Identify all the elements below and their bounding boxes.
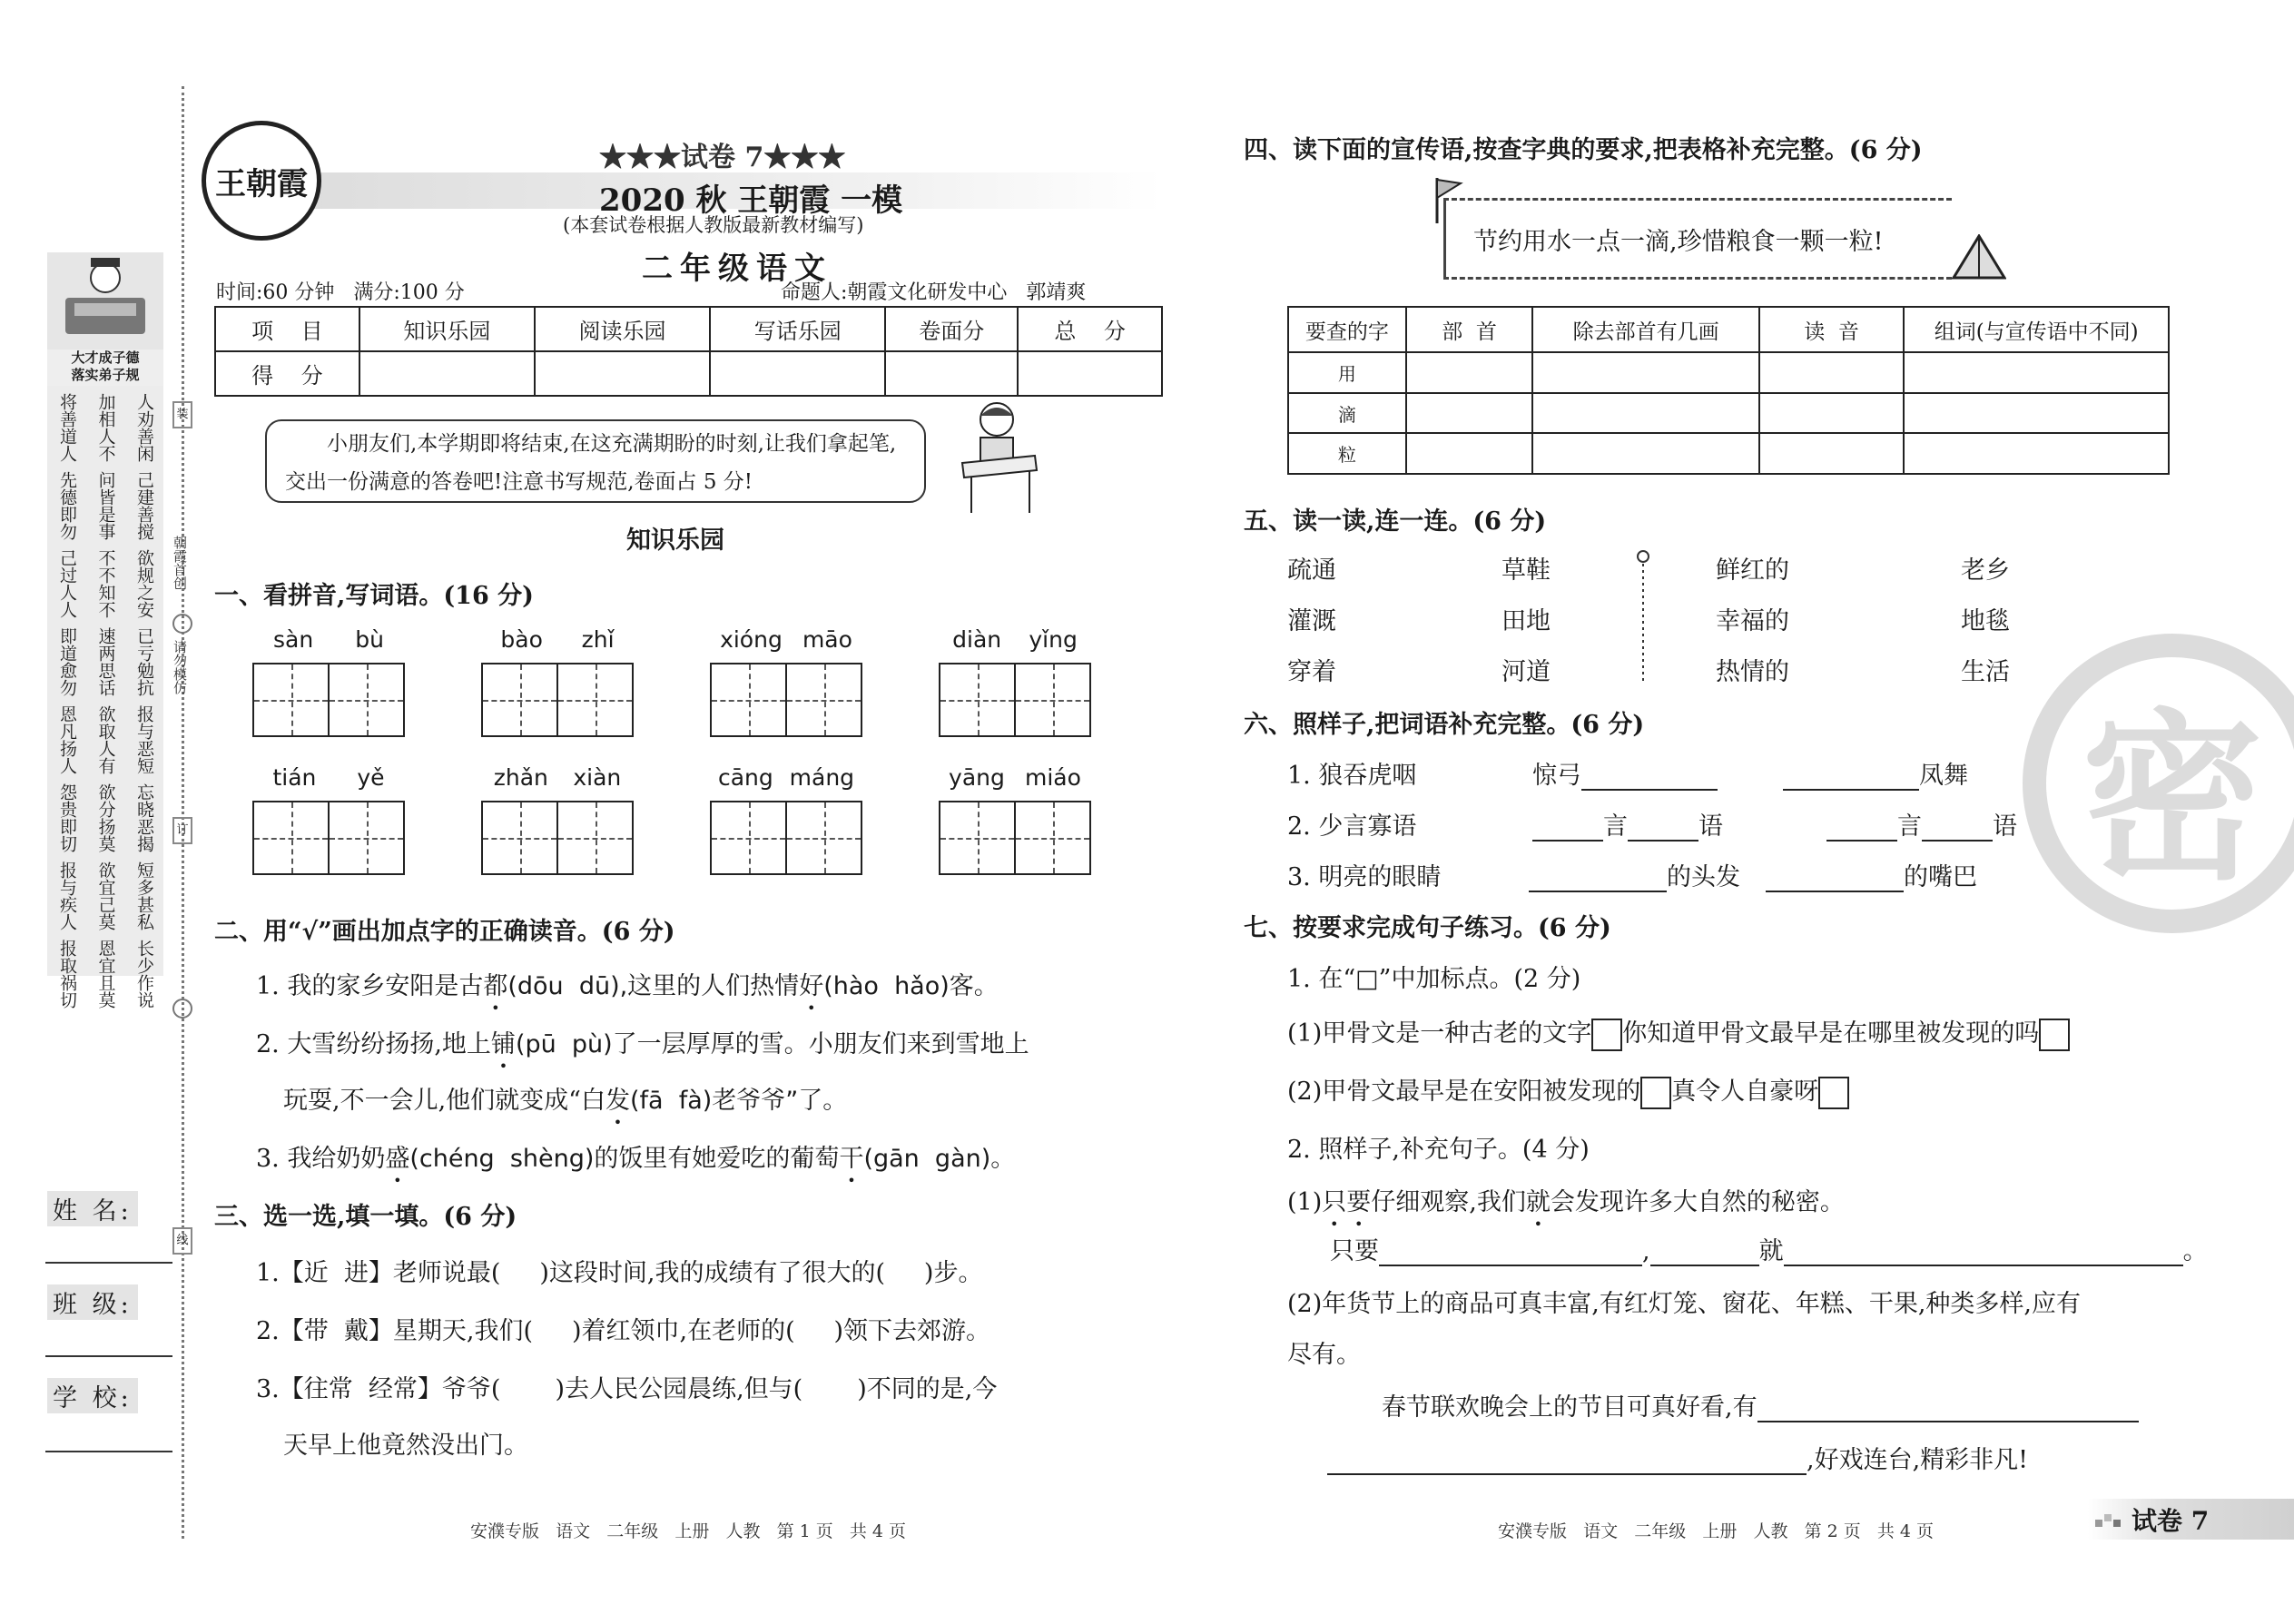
- tianzige-cell[interactable]: [1016, 664, 1089, 735]
- footer-squares-icon: [2095, 1511, 2122, 1529]
- q7-sub-1: 1. 在“□”中加标点。(2 分): [1287, 965, 1581, 993]
- match-word[interactable]: 鲜红的: [1716, 556, 1789, 585]
- q7-example-1: (1)只要仔细观察,我们就会发现许多大自然的秘密。: [1287, 1188, 1845, 1216]
- fill-blank[interactable]: [1628, 814, 1698, 842]
- vertical-note-1: 朝霞首创: [172, 536, 188, 590]
- q6-row-3: 3. 明亮的眼睛 的头发 的嘴巴: [1287, 863, 1977, 891]
- fill-blank[interactable]: [1379, 1239, 1642, 1266]
- dotted-char: 都: [483, 972, 508, 1000]
- school-input-line[interactable]: [45, 1451, 172, 1452]
- motto-heading: 大才成子德 落实弟子规: [47, 349, 163, 386]
- tianzige-cell[interactable]: [940, 664, 1016, 735]
- dotted-char: 只: [1322, 1188, 1347, 1216]
- motto-panel: [47, 386, 163, 1009]
- fill-blank[interactable]: [1783, 763, 1919, 791]
- tianzige-cell[interactable]: [558, 664, 632, 735]
- dict-header-cell: 部 首: [1406, 307, 1533, 352]
- dict-char-cell: 粒: [1288, 433, 1406, 474]
- score-cell[interactable]: [535, 351, 710, 396]
- motto-group: [56, 861, 154, 930]
- q2-item-1: 1. 我的家乡安阳是古都(dōu dū),这里的人们热情好(hào hǎo)客。: [256, 972, 999, 1000]
- exam-number: ★★★试卷 7★★★: [599, 142, 846, 173]
- motto-group: [56, 471, 154, 540]
- motto-line: 加相人不: [95, 393, 116, 462]
- score-header-cell: 项 目: [215, 307, 359, 351]
- q7-title: 七、按要求完成句子练习。(6 分): [1244, 914, 1611, 942]
- match-word[interactable]: 热情的: [1716, 658, 1789, 686]
- pinyin-syllable: māo: [802, 626, 852, 653]
- q3-title: 三、选一选,填一填。(6 分): [214, 1203, 517, 1231]
- vertical-note-2: 请勿模仿: [172, 640, 188, 694]
- binding-box-ding: 订: [172, 817, 192, 844]
- tianzige-cell[interactable]: [712, 664, 787, 735]
- score-header-cell: 写话乐园: [710, 307, 885, 351]
- q7-fill-2: 春节联欢晚会上的节目可真好看,有: [1382, 1387, 2139, 1422]
- match-word[interactable]: 幸福的: [1716, 607, 1789, 635]
- page-title: 2020 秋 王朝霞 一模: [599, 182, 903, 219]
- dict-char-cell: 用: [1288, 352, 1406, 393]
- score-row-label: 得 分: [215, 351, 359, 396]
- motto-line: 先德即勿: [57, 471, 77, 540]
- class-input-line[interactable]: [45, 1355, 172, 1357]
- motto-line: 长少作说: [134, 940, 154, 1009]
- tianzige-cell[interactable]: [787, 664, 861, 735]
- motto-line: 报与恶短: [134, 705, 154, 774]
- dict-answer-cell[interactable]: [1532, 352, 1759, 393]
- motto-group: [56, 393, 154, 462]
- punctuation-box[interactable]: [2039, 1019, 2070, 1051]
- binding-hole-icon: [172, 614, 192, 634]
- dict-answer-cell[interactable]: [1759, 433, 1904, 474]
- class-label: 班 级:: [47, 1284, 138, 1320]
- fill-blank[interactable]: [1327, 1448, 1807, 1475]
- dict-answer-cell[interactable]: [1532, 393, 1759, 434]
- pinyin-syllable: xióng: [720, 626, 783, 653]
- slogan-text: 节约用水一点一滴,珍惜粮食一颗一粒!: [1473, 227, 1884, 256]
- score-header-cell: 阅读乐园: [535, 307, 710, 351]
- q3-item-3-cont: 天早上他竟然没出门。: [283, 1432, 528, 1460]
- notice-box: 小朋友们,本学期即将结束,在这充满期盼的时刻,让我们拿起笔,交出一份满意的答卷吧!注意书写规范,卷面占 5 分!: [265, 419, 926, 503]
- page-subtitle: (本套试卷根据人教版最新教材编写): [563, 214, 864, 236]
- motto-line: 恩凡扬人: [57, 705, 77, 774]
- score-header-cell: 知识乐园: [359, 307, 535, 351]
- dict-answer-cell[interactable]: [1406, 352, 1533, 393]
- brand-logo: 王朝霞: [202, 121, 321, 241]
- match-word[interactable]: 河道: [1501, 658, 1551, 686]
- motto-line: 人劝善闲: [134, 393, 154, 462]
- binding-box-zhuang: 装: [172, 401, 192, 428]
- tianzige-cell[interactable]: [254, 802, 330, 873]
- dict-header-cell: 要查的字: [1288, 307, 1406, 352]
- pinyin-syllable: miáo: [1025, 764, 1081, 791]
- motto-line: 将善道人: [57, 393, 77, 462]
- dotted-char: 发: [605, 1087, 630, 1115]
- q6-row-1: 1. 狼吞虎咽 惊弓 凤舞: [1287, 762, 1968, 790]
- school-label: 学 校:: [47, 1378, 138, 1413]
- punctuation-box[interactable]: [1640, 1077, 1671, 1109]
- pinyin-syllable: máng: [789, 764, 855, 791]
- dict-answer-cell[interactable]: [1532, 433, 1759, 474]
- tianzige-cell[interactable]: [330, 664, 403, 735]
- name-label: 姓 名:: [47, 1191, 138, 1226]
- match-word[interactable]: 疏通: [1287, 556, 1336, 585]
- tianzige-cell[interactable]: [483, 664, 558, 735]
- q7-sentence-1: (1)甲骨文是一种古老的文字 你知道甲骨文最早是在哪里被发现的吗: [1287, 1013, 2070, 1051]
- time-info: 时间:60 分钟 满分:100 分: [216, 281, 465, 304]
- tianzige-cell[interactable]: [483, 802, 558, 873]
- binding-dashed-line: [182, 86, 184, 1539]
- tianzige-cell[interactable]: [1016, 802, 1089, 873]
- dict-row: [1288, 433, 2169, 474]
- fill-blank[interactable]: [1826, 814, 1897, 842]
- dict-header-cell: 组词(与宣传语中不同): [1904, 307, 2169, 352]
- tianzige-cell[interactable]: [787, 802, 861, 873]
- dict-header-cell: 除去部首有几画: [1532, 307, 1759, 352]
- pinyin-item: [939, 764, 1091, 875]
- pinyin-item: [710, 764, 862, 875]
- dict-row: [1288, 352, 2169, 393]
- match-word[interactable]: 灌溉: [1287, 607, 1336, 635]
- pinyin-syllable: bù: [355, 626, 384, 653]
- q3-item-2: 2.【带 戴】星期天,我们( )着红领巾,在老师的( )领下去郊游。: [256, 1317, 991, 1345]
- motto-line: 短多甚私: [134, 861, 154, 930]
- q1-title: 一、看拼音,写词语。(16 分): [214, 582, 534, 610]
- q3-item-1: 1.【近 进】老师说最( )这段时间,我的成绩有了很大的( )步。: [256, 1259, 983, 1287]
- dict-answer-cell[interactable]: [1759, 352, 1904, 393]
- student-writing-illustration: [953, 399, 1044, 517]
- motto-line: 欲规之安: [134, 549, 154, 618]
- fill-blank[interactable]: [1784, 1239, 2183, 1266]
- pinyin-syllable: diàn: [952, 626, 1002, 653]
- dictionary-table: [1287, 306, 2170, 475]
- section-heading-knowledge: 知识乐园: [626, 527, 724, 555]
- name-input-line[interactable]: [45, 1262, 172, 1264]
- pinyin-syllable: sàn: [273, 626, 314, 653]
- match-word[interactable]: 草鞋: [1501, 556, 1551, 585]
- motto-group: [56, 549, 154, 618]
- score-header-cell: 卷面分: [885, 307, 1018, 351]
- dict-answer-cell[interactable]: [1904, 393, 2169, 434]
- fill-blank[interactable]: [1581, 763, 1718, 791]
- dict-char-cell: 滴: [1288, 393, 1406, 434]
- pinyin-syllable: tián: [272, 764, 317, 791]
- motto-group: [56, 705, 154, 774]
- dict-header-cell: 读 音: [1759, 307, 1904, 352]
- score-cell[interactable]: [885, 351, 1018, 396]
- tent-icon: [1952, 234, 2006, 283]
- q7-example-2: (2)年货节上的商品可真丰富,有红灯笼、窗花、年糕、干果,种类多样,应有: [1287, 1290, 2081, 1318]
- score-cell[interactable]: [710, 351, 885, 396]
- footer-tab-label: 试卷 7: [2132, 1505, 2210, 1536]
- pinyin-syllable: yě: [357, 764, 385, 791]
- fill-blank[interactable]: [1757, 1395, 2139, 1422]
- tianzige-cell[interactable]: [558, 802, 632, 873]
- motto-line: 怨贵即切: [57, 783, 77, 852]
- fill-blank[interactable]: [1529, 865, 1667, 892]
- motto-line: 己过人人: [57, 549, 77, 618]
- punctuation-box[interactable]: [1591, 1019, 1622, 1051]
- motto-line: 恩宜且莫: [95, 940, 116, 1009]
- pinyin-item: [939, 626, 1091, 737]
- motto-line: 问皆是事: [95, 471, 116, 540]
- q7-fill-1: 只要 , 就 。: [1330, 1237, 2208, 1265]
- pinyin-item: [710, 626, 862, 737]
- tianzige-cell[interactable]: [712, 802, 787, 873]
- footer-exam-tab: [2088, 1499, 2294, 1540]
- motto-line: 欲取人有: [95, 705, 116, 774]
- q5-title: 五、读一读,连一连。(6 分): [1244, 507, 1547, 536]
- score-header-cell: 总 分: [1018, 307, 1162, 351]
- pinyin-syllable: bào: [500, 626, 543, 653]
- binding-box-xian: 线: [172, 1227, 192, 1255]
- q2-item-3: 3. 我给奶奶盛(chéng shèng)的饭里有她爱吃的葡萄干(gān gàn)。: [256, 1145, 1016, 1173]
- pinyin-syllable: cāng: [717, 764, 773, 791]
- q4-title: 四、读下面的宣传语,按查字典的要求,把表格补充完整。(6 分): [1244, 136, 1923, 164]
- motto-line: 速两思话: [95, 627, 116, 696]
- match-word[interactable]: 田地: [1501, 607, 1551, 635]
- score-cell[interactable]: [1018, 351, 1162, 396]
- q7-sentence-2: (2)甲骨文最早是在安阳被发现的 真令人自豪呀: [1287, 1071, 1849, 1109]
- pinyin-syllable: xiàn: [573, 764, 622, 791]
- fill-blank[interactable]: [1650, 1239, 1759, 1266]
- tianzige-cell[interactable]: [940, 802, 1016, 873]
- pinyin-item: [252, 626, 405, 737]
- q6-row-2: 2. 少言寡语 言 语 言 语: [1287, 812, 2017, 841]
- score-cell[interactable]: [359, 351, 535, 396]
- pinyin-item: [481, 764, 634, 875]
- author-info: 命题人:朝霞文化研发中心 郭靖爽: [781, 281, 1087, 304]
- q2-item-2: 2. 大雪纷纷扬扬,地上铺(pū pù)了一层厚厚的雪。小朋友们来到雪地上: [256, 1030, 1029, 1058]
- dotted-char: 好: [799, 972, 824, 1000]
- motto-line: 即道愈勿: [57, 627, 77, 696]
- motto-group: [56, 940, 154, 1009]
- dict-answer-cell[interactable]: [1759, 393, 1904, 434]
- q2-item-2-cont: 玩耍,不一会儿,他们就变成“白发(fā fà)老爷爷”了。: [283, 1087, 848, 1115]
- footer-right: 安濮专版 语文 二年级 上册 人教 第 2 页 共 4 页: [1498, 1521, 1935, 1541]
- dotted-char: 要: [1346, 1188, 1372, 1216]
- tianzige-cell[interactable]: [254, 664, 330, 735]
- pinyin-syllable: yǐng: [1029, 626, 1078, 653]
- q7-fill-2-cont: ,好戏连台,精彩非凡!: [1327, 1440, 2028, 1475]
- match-word[interactable]: 地毯: [1961, 607, 2010, 635]
- motto-line: 报与疾人: [57, 861, 77, 930]
- dict-answer-cell[interactable]: [1406, 433, 1533, 474]
- q6-title: 六、照样子,把词语补充完整。(6 分): [1244, 711, 1645, 739]
- flag-icon: [1430, 178, 1466, 227]
- pinyin-syllable: zhǎn: [493, 764, 548, 791]
- motto-line: 报取祸切: [57, 940, 77, 1009]
- fill-blank[interactable]: [1532, 814, 1603, 842]
- q7-example-2-cont: 尽有。: [1287, 1341, 1361, 1369]
- motto-line: 已亏勉抗: [134, 627, 154, 696]
- confidential-seal: 密: [2023, 634, 2294, 933]
- motto-line: 忘晓恶揭: [134, 783, 154, 852]
- motto-group: [56, 783, 154, 852]
- dict-answer-cell[interactable]: [1406, 393, 1533, 434]
- pinyin-item: [252, 764, 405, 875]
- match-word[interactable]: 老乡: [1961, 556, 2010, 585]
- footer-left: 安濮专版 语文 二年级 上册 人教 第 1 页 共 4 页: [470, 1521, 907, 1541]
- dotted-char: 铺: [490, 1030, 516, 1058]
- binding-hole-icon: [172, 999, 192, 1019]
- motto-line: 不不知不: [95, 549, 116, 618]
- fill-blank[interactable]: [1922, 814, 1993, 842]
- q7-sub-2: 2. 照样子,补充句子。(4 分): [1287, 1136, 1590, 1164]
- match-word[interactable]: 生活: [1961, 658, 2010, 686]
- motto-line: 欲宜己莫: [95, 861, 116, 930]
- pinyin-syllable: zhǐ: [581, 626, 615, 653]
- slogan-banner: [1443, 198, 1952, 280]
- punctuation-box[interactable]: [1818, 1077, 1849, 1109]
- match-word[interactable]: 穿着: [1287, 658, 1336, 686]
- dotted-char: 就: [1525, 1188, 1551, 1216]
- fill-blank[interactable]: [1766, 865, 1904, 892]
- dotted-divider: [1634, 549, 1652, 685]
- motto-group: [56, 627, 154, 696]
- pinyin-syllable: yāng: [949, 764, 1005, 791]
- dict-answer-cell[interactable]: [1904, 433, 2169, 474]
- dotted-char: 干: [839, 1145, 864, 1173]
- q3-item-3: 3.【往常 经常】爷爷( )去人民公园晨练,但与( )不同的是,今: [256, 1375, 998, 1403]
- pinyin-item: [481, 626, 634, 737]
- tianzige-cell[interactable]: [330, 802, 403, 873]
- dict-answer-cell[interactable]: [1904, 352, 2169, 393]
- q2-title: 二、用“√”画出加点字的正确读音。(6 分): [214, 918, 675, 946]
- score-table: [214, 306, 1163, 397]
- motto-line: 己建善搅: [134, 471, 154, 540]
- grade-subject: 二年级语文: [642, 251, 832, 287]
- dict-row: [1288, 393, 2169, 434]
- motto-line: 欲分扬莫: [95, 783, 116, 852]
- dotted-char: 盛: [385, 1145, 410, 1173]
